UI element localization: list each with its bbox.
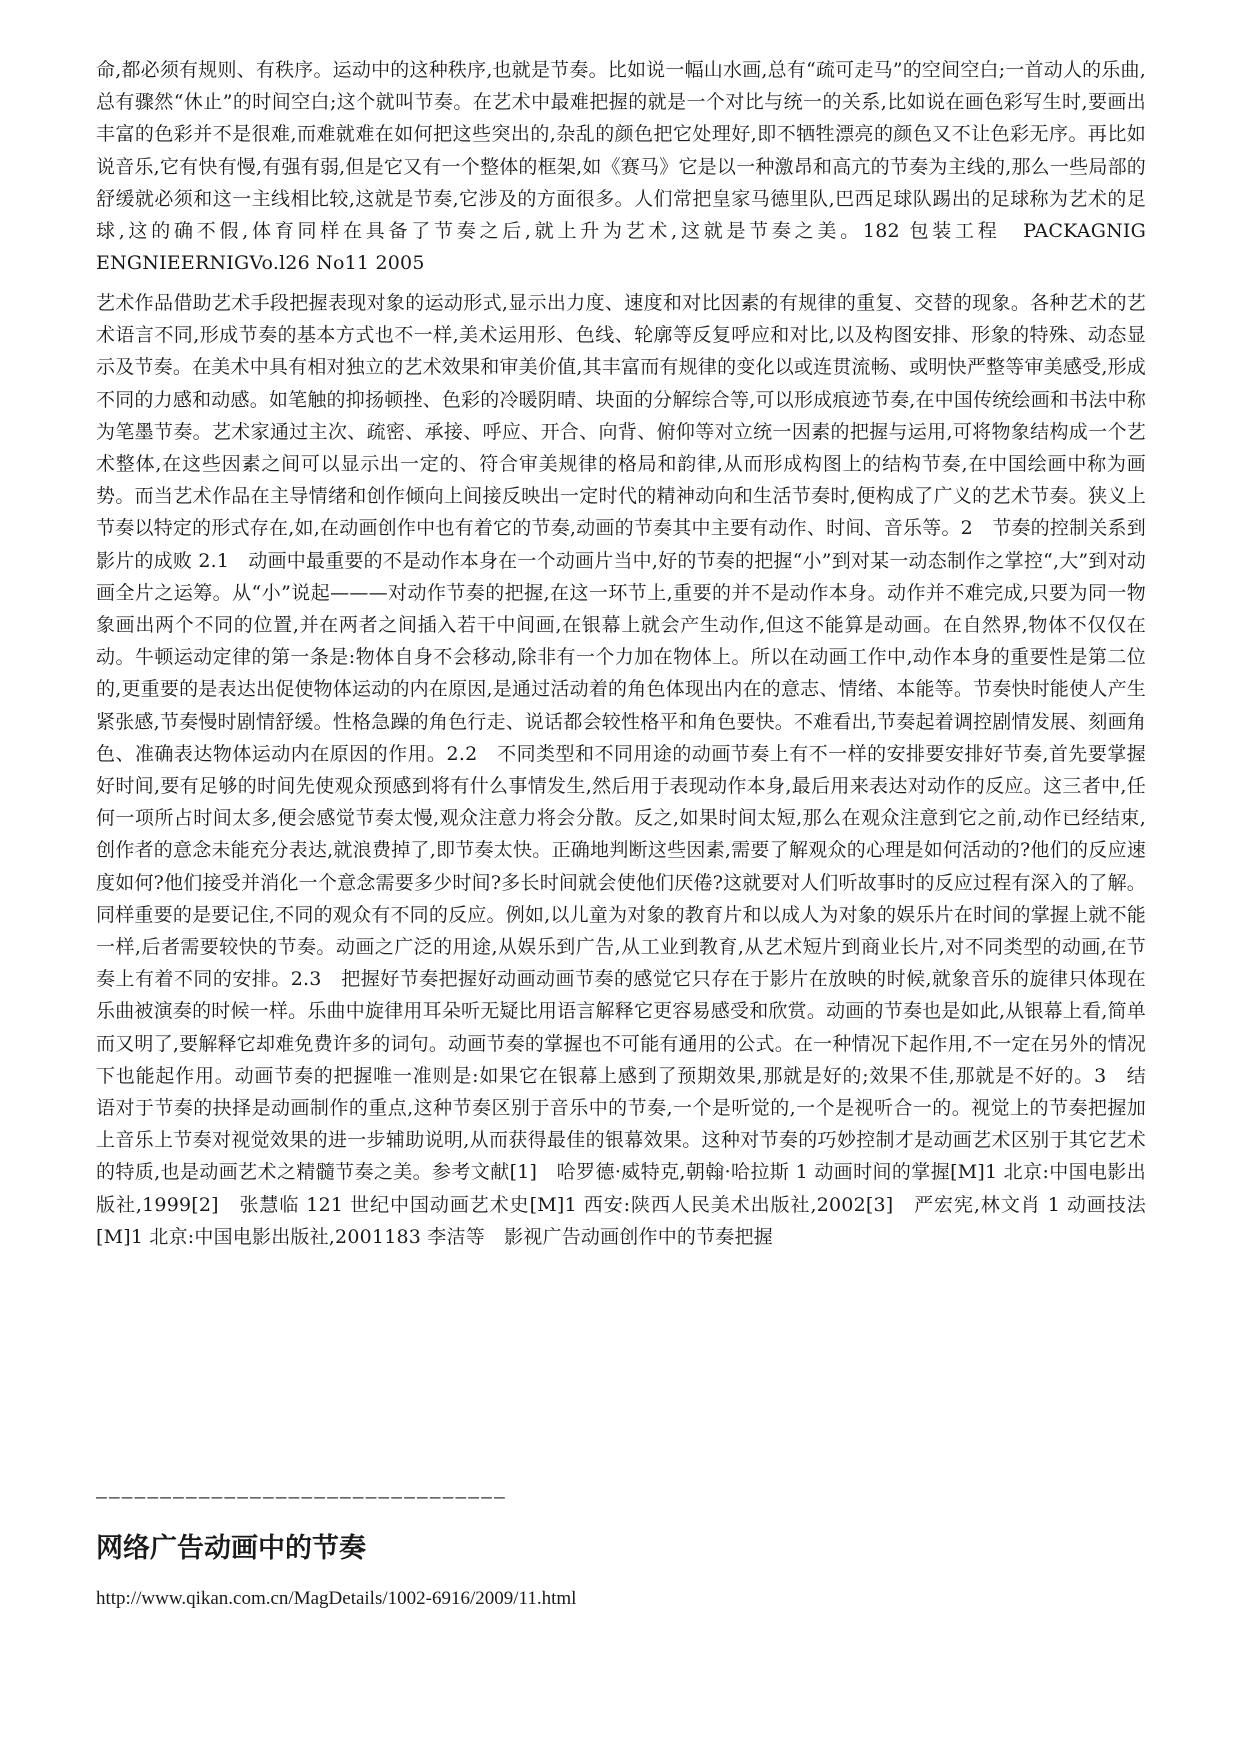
body-paragraph-1: 命,都必须有规则、有秩序。运动中的这种秩序,也就是节奏。比如说一幅山水画,总有“疏可走马”的空间空白;一首动人的乐曲,总有骤然“休止”的时间空白;这个就叫节奏。在艺术中最难把握的就是一个对比与统一的关系,比如说在画色彩写生时,要画出丰富的色彩并不是很难,而难就难在如何把这些突出的,杂乱的颜色把它处理好,即不牺牲漂亮的颜色又不让色彩无序。再比如说音乐,它有快有慢,有强有弱,但是它又有一个整体的框架,如《赛马》它是以一种激昂和高亢的节奏为主线的,那么一些局部的舒缓就必须和这一主线相比较,这就是节奏,它涉及的方面很多。人们常把皇家马德里队,巴西足球队踢出的足球称为艺术的足球,这的确不假,体育同样在具备了节奏之后,就上升为艺术,这就是节奏之美。182 包装工程 PACKAGNIG ENGNIEERNIGVo.l26 No11 2005 [96, 59, 1146, 275]
separator-line: ———————————————————————————————— [96, 1487, 507, 1508]
article-title: 网络广告动画中的节奏 [96, 1533, 366, 1564]
source-url[interactable]: http://www.qikan.com.cn/MagDetails/1002-6916/2009/11.html [96, 1588, 577, 1609]
body-paragraph-2: 艺术作品借助艺术手段把握表现对象的运动形式,显示出力度、速度和对比因素的有规律的重复、交替的现象。各种艺术的艺术语言不同,形成节奏的基本方式也不一样,美术运用形、色线、轮廓等反复呼应和对比,以及构图安排、形象的特殊、动态显示及节奏。在美术中具有相对独立的艺术效果和审美价值,其丰富而有规律的变化以或连贯流畅、或明快严整等审美感受,形成不同的力感和动感。如笔触的抑扬顿挫、色彩的冷暖阴晴、块面的分解综合等,可以形成痕迹节奏,在中国传统绘画和书法中称为笔墨节奏。艺术家通过主次、疏密、承接、呼应、开合、向背、俯仰等对立统一因素的把握与运用,可将物象结构成一个艺术整体,在这些因素之间可以显示出一定的、符合审美规律的格局和韵律,从而形成构图上的结构节奏,在中国绘画中称为画势。而当艺术作品在主导情绪和创作倾向上间接反映出一定时代的精神动向和生活节奏时,便构成了广义的艺术节奏。狭义上节奏以特定的形式存在,如,在动画创作中也有着它的节奏,动画的节奏其中主要有动作、时间、音乐等。2 节奏的控制关系到影片的成败 2.1 动画中最重要的不是动作本身在一个动画片当中,好的节奏的把握“小”到对某一动态制作之掌控“,大”到对动画全片之运筹。从“小”说起———对动作节奏的把握,在这一环节上,重要的并不是动作本身。动作并不难完成,只要为同一物象画出两个不同的位置,并在两者之间插入若干中间画,在银幕上就会产生动作,但这不能算是动画。在自然界,物体不仅仅在动。牛顿运动定律的第一条是:物体自身不会移动,除非有一个力加在物体上。所以在动画工作中,动作本身的重要性是第二位的,更重要的是表达出促使物体运动的内在原因,是通过活动着的角色体现出内在的意志、情绪、本能等。节奏快时能使人产生紧张感,节奏慢时剧情舒缓。性格急躁的角色行走、说话都会较性格平和角色要快。不难看出,节奏起着调控剧情发展、刻画角色、准确表达物体运动内在原因的作用。2.2 不同类型和不同用途的动画节奏上有不一样的安排要安排好节奏,首先要掌握好时间,要有足够的时间先使观众预感到将有什么事情发生,然后用于表现动作本身,最后用来表达对动作的反应。这三者中,任何一项所占时间太多,便会感觉节奏太慢,观众注意力将会分散。反之,如果时间太短,那么在观众注意到它之前,动作已经结束,创作者的意念未能充分表达,就浪费掉了,即节奏太快。正确地判断这些因素,需要了解观众的心理是如何活动的?他们的反应速度如何?他们接受并消化一个意念需要多少时间?多长时间就会使他们厌倦?这就要对人们听故事时的反应过程有深入的了解。同样重要的是要记住,不同的观众有不同的反应。例如,以儿童为对象的教育片和以成人为对象的娱乐片在时间的掌握上就不能一样,后者需要较快的节奏。动画之广泛的用途,从娱乐到广告,从工业到教育,从艺术短片到商业长片,对不同类型的动画,在节奏上有着不同的安排。2.3 把握好节奏把握好动画动画节奏的感觉它只存在于影片在放映的时候,就象音乐的旋律只体现在乐曲被演奏的时候一样。乐曲中旋律用耳朵听无疑比用语言解释它更容易感受和欣赏。动画的节奏也是如此,从银幕上看,简单而又明了,要解释它却难免费许多的词句。动画节奏的掌握也不可能有通用的公式。在一种情况下起作用,不一定在另外的情况下也能起作用。动画节奏的把握唯一准则是:如果它在银幕上感到了预期效果,那就是好的;效果不佳,那就是不好的。3 结 语对于节奏的抉择是动画制作的重点,这种节奏区别于音乐中的节奏,一个是听觉的,一个是视听合一的。视觉上的节奏把握加上音乐上节奏对视觉效果的进一步辅助说明,从而获得最佳的银幕效果。这种对节奏的巧妙控制才是动画艺术区别于其它艺术的特质,也是动画艺术之精髓节奏之美。参考文献[1] 哈罗德·威特克,朝翰·哈拉斯 1 动画时间的掌握[M]1 北京:中国电影出版社,1999[2] 张慧临 121 世纪中国动画艺术史[M]1 西安:陕西人民美术出版社,2002[3] 严宏宪,林文肖 1 动画技法[M]1 北京:中国电影出版社,2001183 李洁等 影视广告动画创作中的节奏把握 [96, 292, 1166, 1248]
